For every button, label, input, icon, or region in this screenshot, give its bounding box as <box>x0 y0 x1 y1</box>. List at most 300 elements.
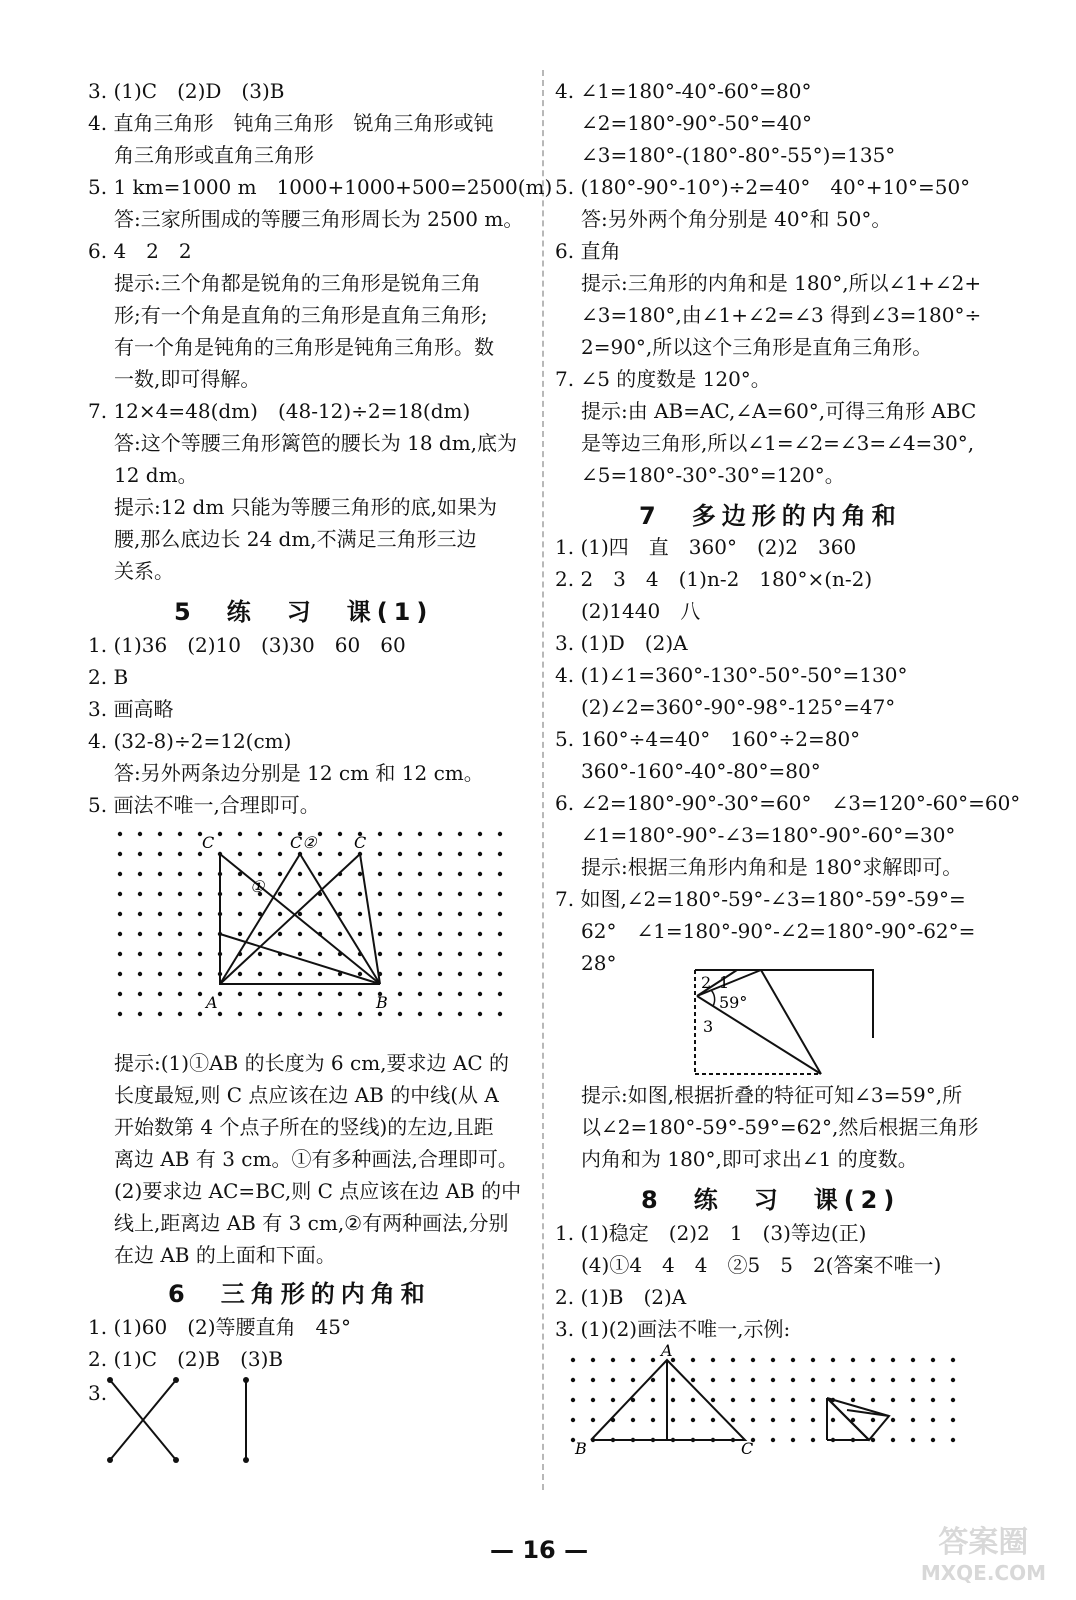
grid-dot <box>891 1398 895 1402</box>
grid-dot <box>138 852 142 856</box>
grid-dot <box>478 912 482 916</box>
grid-dot <box>871 1398 875 1402</box>
grid-dot <box>791 1398 795 1402</box>
grid-dot <box>951 1358 955 1362</box>
grid-dot <box>771 1418 775 1422</box>
grid-dot <box>318 912 322 916</box>
grid-dot <box>498 892 502 896</box>
grid-dot <box>118 872 122 876</box>
grid-dot <box>811 1358 815 1362</box>
grid-dot <box>238 852 242 856</box>
grid-dot <box>911 1358 915 1362</box>
s5-answer-2: 2. B <box>88 665 129 689</box>
grid-dot <box>438 852 442 856</box>
grid-dot <box>671 1418 675 1422</box>
s7-hint-6: 提示:根据三角形内角和是 180°求解即可。 <box>581 855 963 879</box>
grid-dot <box>378 932 382 936</box>
hint-5-6: 线上,距离边 AB 有 3 cm,②有两种画法,分别 <box>114 1211 509 1235</box>
grid-dot <box>691 1378 695 1382</box>
grid-dot <box>571 1418 575 1422</box>
grid-dot <box>378 872 382 876</box>
grid-dot <box>911 1378 915 1382</box>
grid-dot <box>731 1418 735 1422</box>
grid-dot <box>951 1378 955 1382</box>
r-answer-5-reply: 答:另外两个角分别是 40°和 50°。 <box>581 207 892 231</box>
grid-dot <box>458 1012 462 1016</box>
grid-dot <box>278 932 282 936</box>
grid-dot <box>711 1398 715 1402</box>
grid-dot <box>438 932 442 936</box>
grid-dot <box>498 872 502 876</box>
grid-dot <box>651 1398 655 1402</box>
grid-dot <box>138 912 142 916</box>
grid-dot <box>891 1378 895 1382</box>
grid-dot <box>398 932 402 936</box>
hint-7-1: 提示:12 dm 只能为等腰三角形的底,如果为 <box>114 495 498 519</box>
grid-dot <box>298 952 302 956</box>
grid-dot <box>198 912 202 916</box>
grid-dot <box>498 832 502 836</box>
label-c3: C <box>354 833 367 852</box>
grid-dot <box>571 1378 575 1382</box>
grid-dot <box>651 1378 655 1382</box>
grid-dot <box>178 1012 182 1016</box>
grid-dot <box>931 1438 935 1442</box>
grid-dot <box>238 832 242 836</box>
hint-7-2: 腰,那么底边长 24 dm,不满足三角形三边 <box>114 527 477 551</box>
grid-dot <box>871 1358 875 1362</box>
grid-dot <box>438 952 442 956</box>
grid-dot <box>158 892 162 896</box>
grid-dot <box>418 832 422 836</box>
grid-dot <box>871 1418 875 1422</box>
grid-dot <box>338 852 342 856</box>
grid-dot <box>591 1358 595 1362</box>
grid-dot <box>278 832 282 836</box>
grid-dot <box>478 952 482 956</box>
grid-dot <box>791 1438 795 1442</box>
grid-dot <box>458 932 462 936</box>
grid-dot <box>478 892 482 896</box>
answer-7-reply-cont: 12 dm。 <box>114 463 198 487</box>
s5-answer-4: 4. (32-8)÷2=12(cm) <box>88 729 292 753</box>
grid-dot <box>398 892 402 896</box>
grid-dot <box>911 1418 915 1422</box>
s6-answer-3: 3. <box>88 1381 108 1405</box>
r-hint-7-1: 提示:由 AB=AC,∠A=60°,可得三角形 ABC <box>581 399 977 423</box>
dot-grid-figure-1 <box>114 822 524 1052</box>
grid-dot <box>258 852 262 856</box>
r-answer-7: 7. ∠5 的度数是 120°。 <box>555 367 771 391</box>
grid-dot <box>891 1358 895 1362</box>
r-answer-4c: ∠3=180°-(180°-80°-55°)=135° <box>581 143 896 167</box>
r-answer-5: 5. (180°-90°-10°)÷2=40° 40°+10°=50° <box>555 175 971 199</box>
grid-dot <box>418 852 422 856</box>
grid-dot <box>258 872 262 876</box>
grid-dot <box>951 1398 955 1402</box>
grid-dot <box>198 972 202 976</box>
grid-dot <box>338 932 342 936</box>
grid-dot <box>218 832 222 836</box>
hint-6-1: 提示:三个角都是锐角的三角形是锐角三角 <box>114 271 481 295</box>
grid-dot <box>831 1378 835 1382</box>
grid-dot <box>318 852 322 856</box>
grid-dot <box>378 832 382 836</box>
grid-dot <box>398 852 402 856</box>
grid-dot <box>198 1012 202 1016</box>
grid-dot <box>158 972 162 976</box>
grid-dot <box>458 992 462 996</box>
grid-dot <box>771 1358 775 1362</box>
grid-dot <box>358 932 362 936</box>
grid-dot <box>138 1012 142 1016</box>
grid-dot <box>238 972 242 976</box>
grid-dot <box>398 832 402 836</box>
s7-answer-7: 7. 如图,∠2=180°-59°-∠3=180°-59°-59°= <box>555 887 966 911</box>
page-number: — 16 — <box>490 1536 589 1564</box>
grid-dot <box>298 992 302 996</box>
grid-dot <box>358 972 362 976</box>
s7-answer-3: 3. (1)D (2)A <box>555 631 688 655</box>
grid-dot <box>238 932 242 936</box>
s7-answer-5b: 360°-160°-40°-80°=80° <box>581 759 821 783</box>
grid-dot <box>591 1398 595 1402</box>
grid-dot <box>158 852 162 856</box>
grid-dot <box>811 1398 815 1402</box>
grid-dot <box>791 1358 795 1362</box>
grid-dot <box>711 1418 715 1422</box>
grid-dot <box>278 972 282 976</box>
grid-dot <box>711 1378 715 1382</box>
grid-dot <box>831 1358 835 1362</box>
answer-3: 3. (1)C (2)D (3)B <box>88 79 285 103</box>
s6-answer-1: 1. (1)60 (2)等腰直角 45° <box>88 1315 351 1339</box>
grid-dot <box>711 1358 715 1362</box>
grid-dot <box>671 1398 675 1402</box>
grid-dot <box>438 992 442 996</box>
watermark <box>920 1525 1046 1588</box>
grid-dot <box>138 872 142 876</box>
grid-dot <box>278 1012 282 1016</box>
hint-5-4: 离边 AB 有 3 cm。①有多种画法,合理即可。 <box>114 1147 518 1171</box>
grid-dot <box>631 1378 635 1382</box>
grid-dot <box>731 1378 735 1382</box>
grid-dot <box>831 1418 835 1422</box>
grid-dot <box>158 912 162 916</box>
triangle-3-side-b <box>360 854 380 984</box>
grid-dot <box>691 1398 695 1402</box>
section-title-7: 7 多边形的内角和 <box>639 502 902 530</box>
r-hint-6-3: 2=90°,所以这个三角形是直角三角形。 <box>581 335 933 359</box>
s5-answer-3: 3. 画高略 <box>88 697 174 721</box>
grid-dot <box>811 1378 815 1382</box>
answer-5: 5. 1 km=1000 m 1000+1000+500=2500(m) <box>88 175 553 199</box>
grid-dot <box>318 1012 322 1016</box>
grid-dot <box>318 952 322 956</box>
s8-answer-2: 2. (1)B (2)A <box>555 1285 687 1309</box>
grid-dot <box>398 872 402 876</box>
grid-dot <box>158 1012 162 1016</box>
grid-dot <box>118 852 122 856</box>
grid-dot <box>811 1438 815 1442</box>
grid-dot <box>178 932 182 936</box>
grid-dot <box>358 992 362 996</box>
hint-5-1: 提示:(1)①AB 的长度为 6 cm,要求边 AC 的 <box>114 1051 509 1075</box>
grid-dot <box>238 1012 242 1016</box>
dot-grid-figure-2 <box>569 1341 979 1458</box>
grid-dot <box>951 1438 955 1442</box>
grid-dots <box>118 832 502 1016</box>
s7-answer-6b: ∠1=180°-90°-∠3=180°-90°-60°=30° <box>581 823 956 847</box>
grid-dot <box>278 892 282 896</box>
grid-dot <box>951 1418 955 1422</box>
grid-dot <box>911 1398 915 1402</box>
r-hint-6-1: 提示:三角形的内角和是 180°,所以∠1+∠2+ <box>581 271 982 295</box>
grid-dot <box>118 892 122 896</box>
grid-dot <box>438 872 442 876</box>
grid-dot <box>931 1378 935 1382</box>
angle-1-label: 1 <box>719 973 730 992</box>
grid-dot <box>358 1012 362 1016</box>
grid-dot <box>298 892 302 896</box>
angle-2-label: 2 <box>701 973 712 992</box>
grid-dot <box>198 932 202 936</box>
grid-dot <box>458 912 462 916</box>
grid-dot <box>198 892 202 896</box>
folded-rectangle-figure <box>691 968 891 1078</box>
grid-dot <box>498 972 502 976</box>
grid-dot <box>458 952 462 956</box>
grid-dot <box>258 952 262 956</box>
grid-dot <box>138 892 142 896</box>
grid-dot <box>418 912 422 916</box>
grid-dot <box>478 852 482 856</box>
section-title-5: 5 练 习 课(1) <box>174 598 434 626</box>
label-b: B <box>575 1439 587 1458</box>
grid-dot <box>278 852 282 856</box>
x-figure <box>106 1376 306 1466</box>
s7-hint-7-2: 以∠2=180°-59°-59°=62°,然后根据三角形 <box>581 1115 979 1139</box>
grid-dot <box>418 932 422 936</box>
hint-6-3: 有一个角是钝角的三角形是钝角三角形。数 <box>114 335 494 359</box>
grid-dot <box>651 1358 655 1362</box>
hint-5-5: (2)要求边 AC=BC,则 C 点应该在边 AB 的中 <box>114 1179 522 1203</box>
r-answer-4: 4. ∠1=180°-40°-60°=80° <box>555 79 812 103</box>
column-divider <box>542 70 544 1490</box>
label-a: A <box>661 1341 673 1360</box>
section-title-8: 8 练 习 课(2) <box>641 1186 901 1214</box>
grid-dot <box>498 932 502 936</box>
s7-hint-7-1: 提示:如图,根据折叠的特征可知∠3=59°,所 <box>581 1083 963 1107</box>
grid-dot <box>138 992 142 996</box>
triangle-1 <box>220 934 380 984</box>
grid-dot <box>378 1012 382 1016</box>
grid-dot <box>771 1438 775 1442</box>
grid-dot <box>458 972 462 976</box>
grid-dot <box>158 952 162 956</box>
s7-answer-4: 4. (1)∠1=360°-130°-50°-50°=130° <box>555 663 908 687</box>
answer-7-reply: 答:这个等腰三角形篱笆的腰长为 18 dm,底为 <box>114 431 518 455</box>
grid-dot <box>118 972 122 976</box>
grid-dot <box>458 892 462 896</box>
grid-dot <box>298 872 302 876</box>
grid-dot <box>178 972 182 976</box>
grid-dot <box>771 1398 775 1402</box>
grid-dot <box>478 932 482 936</box>
grid-dot <box>378 912 382 916</box>
grid-dot <box>771 1378 775 1382</box>
grid-dot <box>438 832 442 836</box>
grid-dot <box>178 892 182 896</box>
grid-dot <box>138 972 142 976</box>
hint-6-4: 一数,即可得解。 <box>114 367 261 391</box>
grid-dot <box>258 1012 262 1016</box>
r-hint-6-2: ∠3=180°,由∠1+∠2=∠3 得到∠3=180°÷ <box>581 303 982 327</box>
grid-dot <box>258 992 262 996</box>
watermark-top: 答案圈 <box>938 1525 1029 1560</box>
s8-answer-1b: (4)①4 4 4 ②5 5 2(答案不唯一) <box>581 1253 942 1277</box>
grid-dot <box>138 952 142 956</box>
grid-dot <box>611 1358 615 1362</box>
grid-dot <box>238 912 242 916</box>
r-answer-6: 6. 直角 <box>555 239 621 263</box>
grid-dot <box>811 1418 815 1422</box>
grid-dot <box>458 832 462 836</box>
s7-answer-2b: (2)1440 八 <box>581 599 701 623</box>
s5-answer-4-reply: 答:另外两条边分别是 12 cm 和 12 cm。 <box>114 761 484 785</box>
s7-hint-7-3: 内角和为 180°,即可求出∠1 的度数。 <box>581 1147 918 1171</box>
grid-dot <box>178 872 182 876</box>
grid-dot <box>358 892 362 896</box>
answer-4: 4. 直角三角形 钝角三角形 锐角三角形或钝 <box>88 111 494 135</box>
grid-dot <box>318 832 322 836</box>
hint-5-3: 开始数第 4 个点子所在的竖线)的左边,且距 <box>114 1115 494 1139</box>
hint-6-2: 形;有一个角是直角的三角形是直角三角形; <box>114 303 488 327</box>
grid-dot <box>218 992 222 996</box>
grid-dot <box>418 1012 422 1016</box>
grid-dot <box>258 932 262 936</box>
grid-dot <box>258 832 262 836</box>
grid-dot <box>438 972 442 976</box>
grid-dot <box>178 832 182 836</box>
grid-dot <box>851 1378 855 1382</box>
grid-dot <box>571 1358 575 1362</box>
grid-dot <box>278 912 282 916</box>
grid-dot <box>631 1358 635 1362</box>
grid-dot <box>458 872 462 876</box>
grid-dot <box>791 1378 795 1382</box>
grid-dot <box>611 1378 615 1382</box>
s7-answer-7b: 62° ∠1=180°-90°-∠2=180°-90°-62°= <box>581 919 976 943</box>
grid-dot <box>498 1012 502 1016</box>
grid-dot <box>931 1358 935 1362</box>
s7-answer-6: 6. ∠2=180°-90°-30°=60° ∠3=120°-60°=60° <box>555 791 1021 815</box>
r-answer-4b: ∠2=180°-90°-50°=40° <box>581 111 813 135</box>
grid-dot <box>478 872 482 876</box>
grid-dot <box>498 912 502 916</box>
grid-dot <box>178 912 182 916</box>
grid-dot <box>398 992 402 996</box>
s7-answer-7c: 28° <box>581 951 617 975</box>
angle-3-label: 3 <box>703 1017 714 1036</box>
grid-dot <box>418 952 422 956</box>
section-title-6: 6 三角形的内角和 <box>168 1280 431 1308</box>
grid-dot <box>138 832 142 836</box>
s7-answer-2: 2. 2 3 4 (1)n-2 180°×(n-2) <box>555 567 873 591</box>
answer-7: 7. 12×4=48(dm) (48-12)÷2=18(dm) <box>88 399 471 423</box>
grid-dot <box>751 1398 755 1402</box>
r-hint-7-2: 是等边三角形,所以∠1=∠2=∠3=∠4=30°, <box>581 431 975 455</box>
grid-dot <box>118 932 122 936</box>
grid-dot <box>418 972 422 976</box>
grid-dot <box>458 852 462 856</box>
grid-dot <box>751 1358 755 1362</box>
grid-dot <box>651 1418 655 1422</box>
grid-dot <box>178 852 182 856</box>
grid-dot <box>118 912 122 916</box>
answer-4-cont: 角三角形或直角三角形 <box>114 143 314 167</box>
grid-dot <box>338 1012 342 1016</box>
hint-5-7: 在边 AB 的上面和下面。 <box>114 1243 336 1267</box>
s6-answer-2: 2. (1)C (2)B (3)B <box>88 1347 284 1371</box>
grid-dot <box>118 992 122 996</box>
grid-dot <box>418 892 422 896</box>
grid-dot <box>298 972 302 976</box>
s7-answer-1: 1. (1)四 直 360° (2)2 360 <box>555 535 857 559</box>
grid-dot <box>298 1012 302 1016</box>
label-circle-1: ① <box>250 877 265 896</box>
grid-dot <box>751 1418 755 1422</box>
s8-answer-3: 3. (1)(2)画法不唯一,示例: <box>555 1317 791 1341</box>
grid-dot <box>378 952 382 956</box>
s8-answer-1: 1. (1)稳定 (2)2 1 (3)等边(正) <box>555 1221 867 1245</box>
grid-dot <box>591 1378 595 1382</box>
label-c: C <box>741 1439 754 1458</box>
grid-dot <box>691 1358 695 1362</box>
grid-dot <box>278 872 282 876</box>
grid-dot <box>398 912 402 916</box>
grid-dot <box>198 992 202 996</box>
grid-dot <box>438 912 442 916</box>
grid-dot <box>611 1398 615 1402</box>
watermark-bottom: MXQE.COM <box>920 1561 1046 1585</box>
grid-dot <box>238 892 242 896</box>
grid-dot <box>378 852 382 856</box>
grid-dot <box>631 1418 635 1422</box>
grid-dot <box>398 1012 402 1016</box>
hint-7-3: 关系。 <box>114 559 174 583</box>
grid-dot <box>891 1418 895 1422</box>
grid-dot <box>158 872 162 876</box>
grid-dot <box>478 972 482 976</box>
grid-dot <box>358 872 362 876</box>
grid-dot <box>438 892 442 896</box>
grid-dot <box>318 872 322 876</box>
grid-dot <box>298 932 302 936</box>
grid-dot <box>498 852 502 856</box>
grid-dot <box>671 1378 675 1382</box>
grid-dot <box>731 1398 735 1402</box>
grid-dot <box>791 1418 795 1422</box>
grid-dot <box>751 1378 755 1382</box>
grid-dot <box>318 972 322 976</box>
grid-dot <box>911 1438 915 1442</box>
grid-dot <box>478 1012 482 1016</box>
hint-5-2: 长度最短,则 C 点应该在边 AB 的中线(从 A <box>114 1083 499 1107</box>
grid-dot <box>378 892 382 896</box>
answer-5-reply: 答:三家所围成的等腰三角形周长为 2500 m。 <box>114 207 524 231</box>
grid-dot <box>571 1398 575 1402</box>
